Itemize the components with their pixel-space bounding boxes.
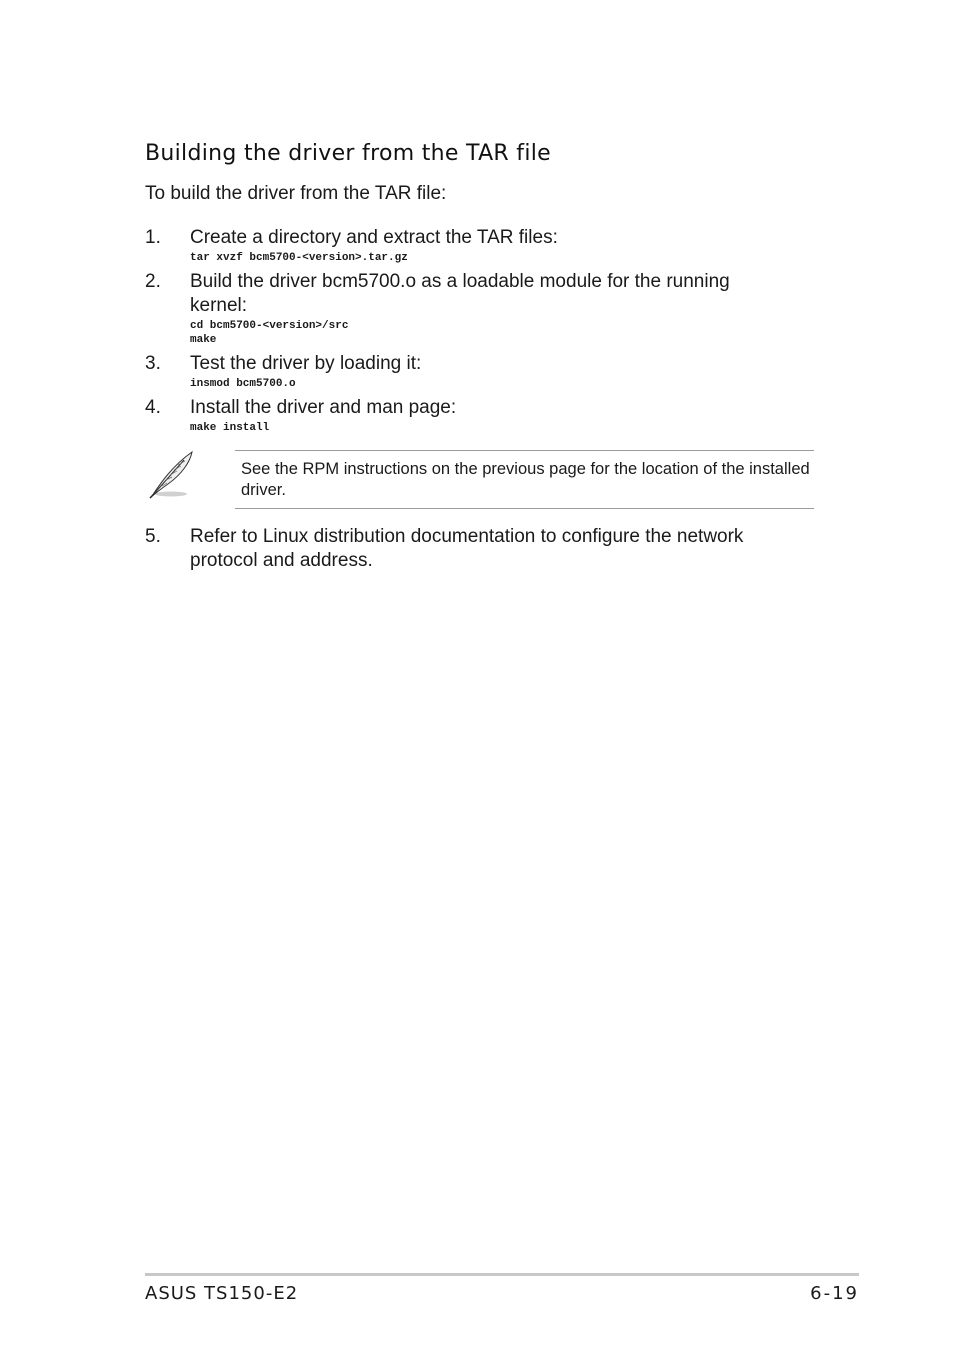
step-text: Create a directory and extract the TAR files:: [190, 227, 558, 248]
step-text: Install the driver and man page:: [190, 397, 457, 418]
step-text: Build the driver bcm5700.o as a loadable module for the running kernel:: [190, 271, 730, 316]
note-divider-bottom: [235, 508, 814, 509]
page-number: 6-19: [810, 1283, 859, 1304]
step-text: Refer to Linux distribution documentation to configure the network protocol and address.: [190, 526, 744, 571]
intro-text: To build the driver from the TAR file:: [145, 183, 447, 204]
note-divider-top: [235, 450, 814, 451]
step-code: cd bcm5700-<version>/src make: [190, 320, 349, 346]
note-text: See the RPM instructions on the previous page for the location of the installed driver.: [241, 460, 810, 499]
footer-divider: [145, 1273, 859, 1276]
step-number: 3.: [145, 353, 161, 374]
step-code: make install: [190, 422, 270, 434]
step-text: Test the driver by loading it:: [190, 353, 422, 374]
step-number: 2.: [145, 271, 161, 292]
feather-pen-icon: [144, 448, 196, 500]
step-number: 4.: [145, 397, 161, 418]
section-heading: Building the driver from the TAR file: [145, 141, 552, 166]
step-number: 5.: [145, 526, 161, 547]
step-code: tar xvzf bcm5700-<version>.tar.gz: [190, 252, 408, 264]
step-code: insmod bcm5700.o: [190, 378, 296, 390]
step-number: 1.: [145, 227, 161, 248]
footer-product: ASUS TS150-E2: [145, 1283, 299, 1304]
